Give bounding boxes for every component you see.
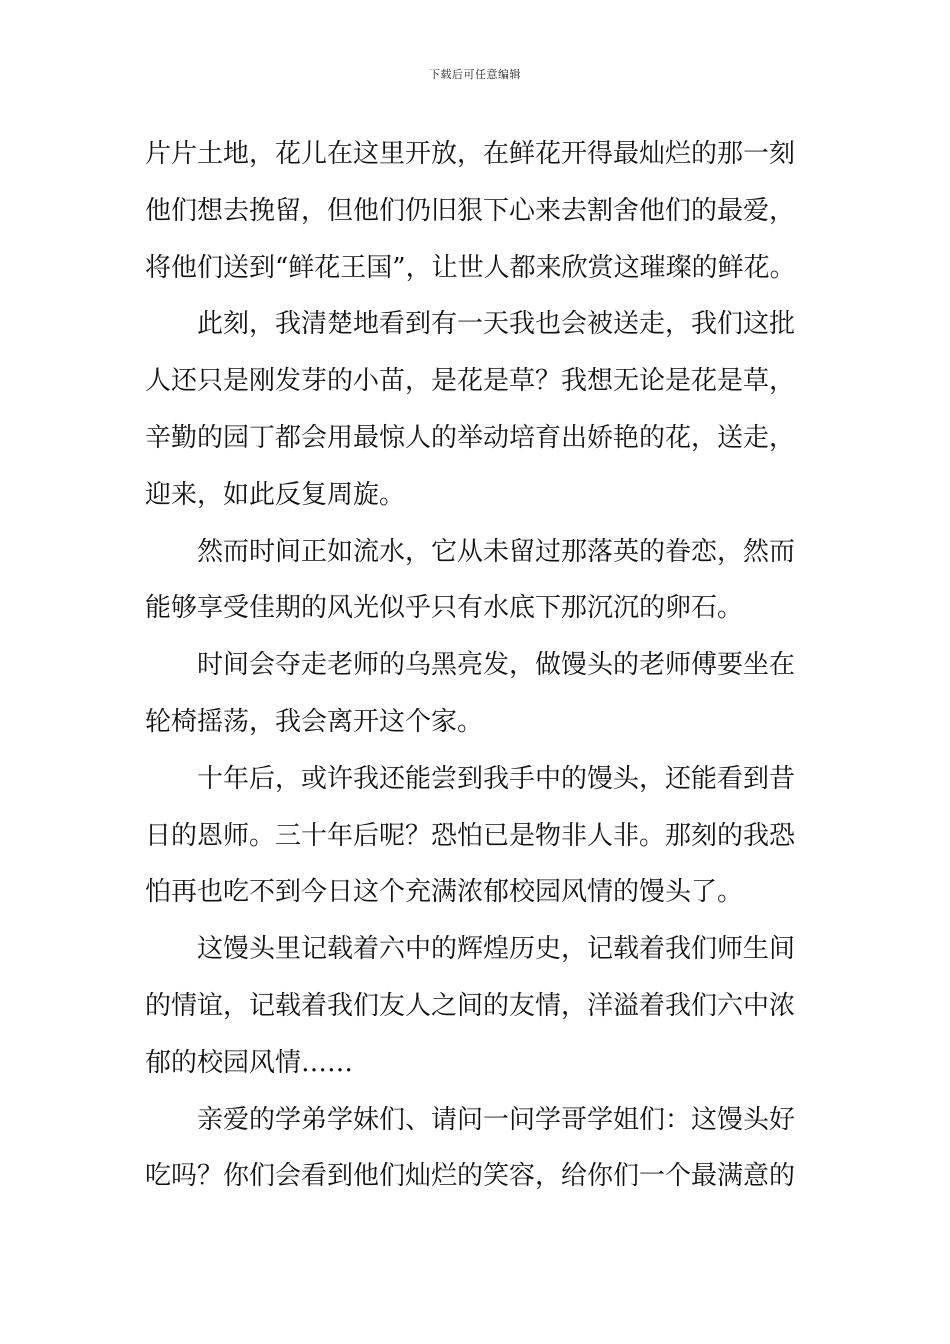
text-line: 日的恩师。三十年后呢？恐怕已是物非人非。那刻的我恐 — [145, 820, 796, 851]
text-line: 辛勤的园丁都会用最惊人的举动培育出娇艳的花，送走， — [145, 422, 796, 453]
text-line: 此刻，我清楚地看到有一天我也会被送走，我们这批 — [197, 309, 796, 340]
text-line: 人还只是刚发芽的小苗，是花是草？我想无论是花是草， — [145, 366, 796, 397]
text-line: 将他们送到“鲜花王国”，让世人都来欣赏这璀璨的鲜花。 — [145, 252, 796, 283]
text-line: 的情谊，记载着我们友人之间的友情，洋溢着我们六中浓 — [145, 990, 796, 1021]
text-line: 他们想去挽留，但他们仍旧狠下心来去割舍他们的最爱， — [145, 195, 796, 226]
text-line: 郁的校园风情…… — [145, 1047, 354, 1078]
text-line: 轮椅摇荡，我会离开这个家。 — [145, 706, 484, 737]
page-header: 下载后可任意编辑 — [429, 68, 521, 81]
text-line: 吃吗？你们会看到他们灿烂的笑容，给你们一个最满意的 — [145, 1161, 796, 1192]
text-line: 迎来，如此反复周旋。 — [145, 479, 406, 510]
text-line: 能够享受佳期的风光似乎只有水底下那沉沉的卵石。 — [145, 593, 744, 624]
text-line: 这馒头里记载着六中的辉煌历史，记载着我们师生间 — [197, 934, 796, 965]
text-line: 怕再也吃不到今日这个充满浓郁校园风情的馒头了。 — [145, 877, 744, 908]
document-body — [145, 126, 810, 1205]
text-line: 十年后，或许我还能尝到我手中的馒头，还能看到昔 — [197, 763, 796, 794]
text-line: 时间会夺走老师的乌黑亮发，做馒头的老师傅要坐在 — [197, 650, 796, 681]
text-line: 亲爱的学弟学妹们、请问一问学哥学姐们：这馒头好 — [197, 1104, 796, 1135]
text-line: 片片土地，花儿在这里开放，在鲜花开得最灿烂的那一刻 — [145, 139, 796, 169]
text-line: 然而时间正如流水，它从未留过那落英的眷恋，然而 — [197, 536, 796, 567]
